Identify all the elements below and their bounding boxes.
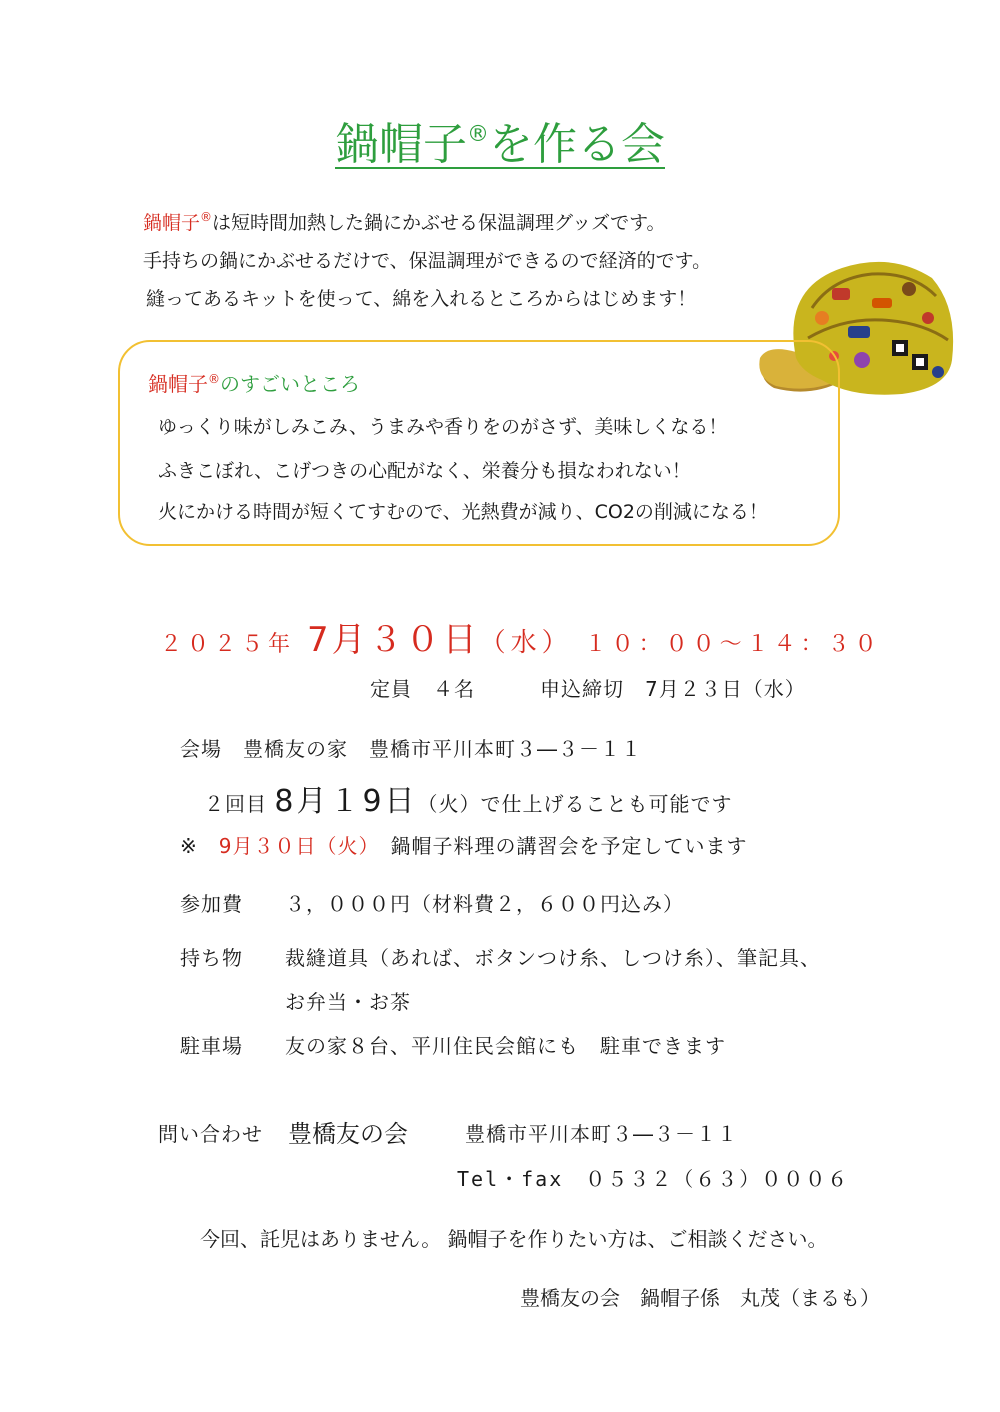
feature-item: ゆっくり味がしみこみ、うまみや香りをのがさず、美味しくなる！ [158, 416, 728, 438]
parking-label: 駐車場 [180, 1034, 243, 1058]
event-time: １０：００～１４：３０ [584, 632, 882, 657]
features-title: 鍋帽子®のすごいところ [148, 372, 360, 396]
deadline: 申込締切 7月２３日（水） [540, 677, 806, 701]
venue: 会場 豊橋友の家 豊橋市平川本町３―３－１１ [180, 737, 642, 761]
page-title: 鍋帽子®を作る会 [335, 119, 665, 170]
contact-org: 豊橋友の会 [288, 1120, 408, 1148]
parking-value: 友の家８台、平川住民会館にも 駐車できます [285, 1034, 726, 1058]
second-session: ２回目 8月１9日（火）で仕上げることも可能です [204, 784, 733, 819]
event-weekday: （水） [479, 628, 573, 658]
intro-line-1: 鍋帽子®は短時間加熱した鍋にかぶせる保温調理グッズです。 [143, 210, 666, 234]
fee-label: 参加費 [180, 892, 243, 916]
contact-tel: Tel・fax ０５３２（６３）０００６ [457, 1167, 850, 1191]
intro-line-3: 縫ってあるキットを使って、綿を入れるところからはじめます！ [146, 288, 697, 310]
bring-line-1: 裁縫道具（あれば、ボタンつけ糸、しつけ糸）、筆記具、 [285, 946, 821, 970]
signature: 豊橋友の会 鍋帽子係 丸茂（まるも） [520, 1286, 880, 1310]
contact-label: 問い合わせ [158, 1122, 263, 1146]
childcare-note: 今回、託児はありません。 鍋帽子を作りたい方は、ご相談ください。 [200, 1227, 828, 1251]
event-date: 7月３０日 [307, 620, 480, 660]
note-date: 9月３０日（火） [218, 834, 370, 858]
bring-label: 持ち物 [180, 946, 243, 970]
event-year: ２０２５年 [160, 632, 296, 657]
fee-value: ３，０００円（材料費２，６００円込み） [285, 892, 684, 916]
second-date: 8月１9日 [274, 784, 418, 819]
feature-item: ふきこぼれ、こげつきの心配がなく、栄養分も損なわれない！ [158, 460, 691, 482]
event-date-line [160, 612, 882, 661]
product-name: 鍋帽子 [143, 212, 201, 234]
bring-line-2: お弁当・お茶 [285, 990, 411, 1014]
feature-item: 火にかける時間が短くてすむので、光熱費が減り、CO2の削減になる！ [158, 501, 768, 523]
capacity: 定員 ４名 [370, 677, 475, 701]
contact-address: 豊橋市平川本町３―３－１１ [465, 1122, 738, 1146]
intro-line-2: 手持ちの鍋にかぶせるだけで、保温調理ができるので経済的です。 [143, 250, 712, 272]
note-line: ※ 9月３０日（火） 鍋帽子料理の講習会を予定しています [180, 834, 748, 858]
